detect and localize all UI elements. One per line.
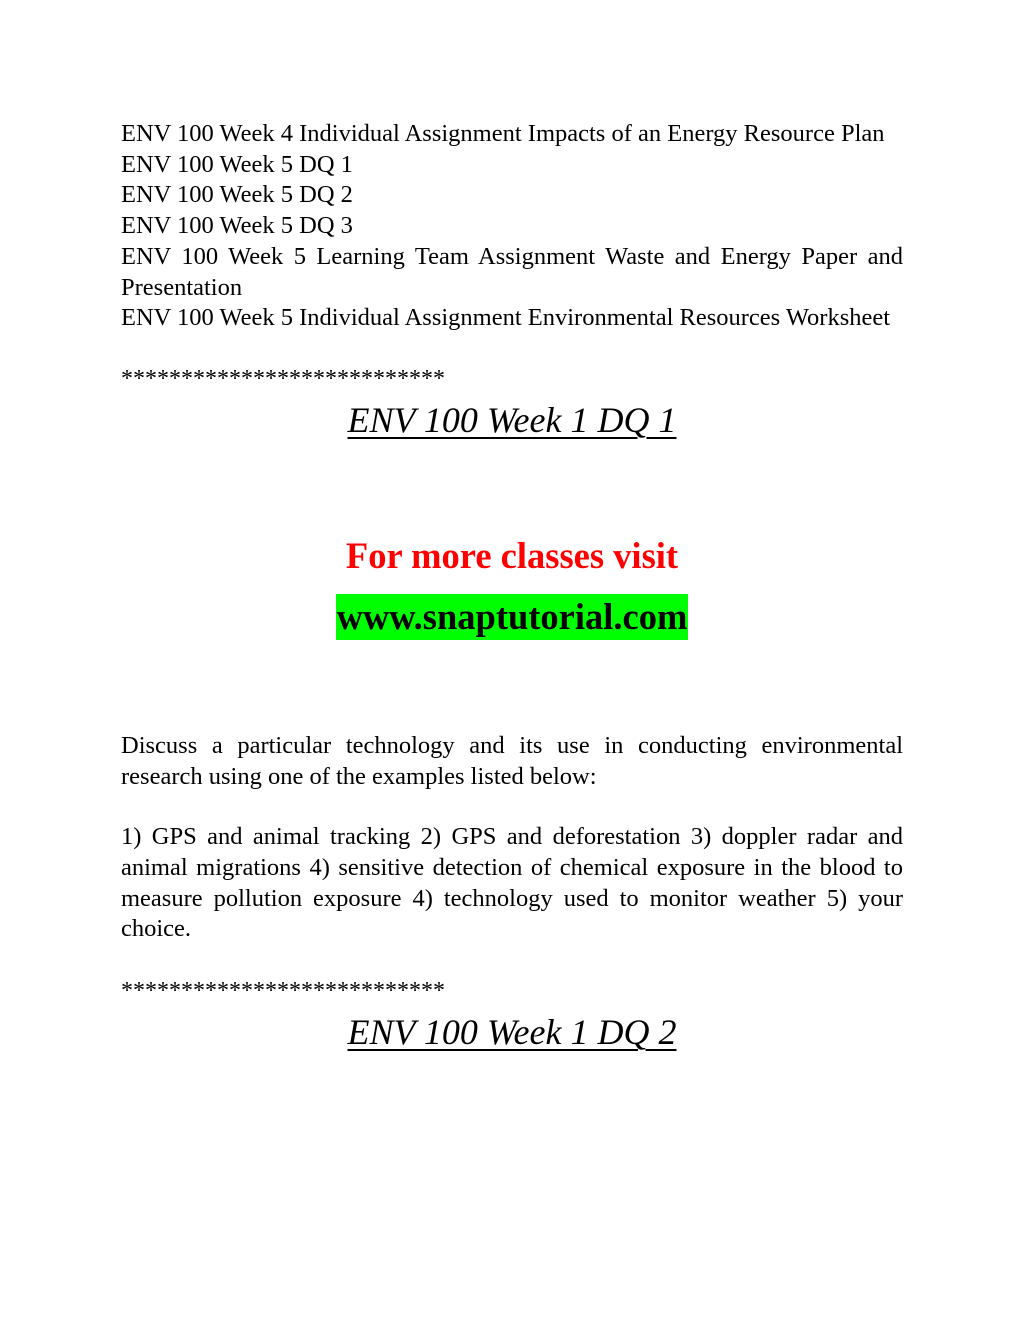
list-item: ENV 100 Week 5 DQ 3 — [121, 212, 353, 240]
examples-paragraph: 1) GPS and animal tracking 2) GPS and deforestation 3) doppler radar and animal migrations 4) sensitive detection of chemical exposure in the blood to measure pollution exposure 4) technology used to monitor weather 5) your choice. — [121, 823, 903, 943]
question-paragraph: Discuss a particular technology and its use in conducting environmental research using one of the examples listed below: — [121, 731, 903, 790]
list-item: ENV 100 Week 5 Individual Assignment Environmental Resources Worksheet — [121, 304, 891, 332]
list-item: ENV 100 Week 5 DQ 1 — [121, 150, 353, 178]
list-item: ENV 100 Week 5 Learning Team Assignment Waste and Energy Paper and Presentation — [121, 242, 903, 301]
list-item: ENV 100 Week 4 Individual Assignment Impacts of an Energy Resource Plan — [121, 120, 885, 147]
separator: *************************** — [121, 978, 445, 1005]
list-item: ENV 100 Week 5 DQ 2 — [121, 181, 353, 209]
section-heading-week1-dq2: ENV 100 Week 1 DQ 2 — [347, 1012, 677, 1053]
section-heading-week1-dq1: ENV 100 Week 1 DQ 1 — [347, 399, 677, 440]
promo-link-wrapper — [121, 594, 903, 640]
document-body — [121, 119, 903, 1054]
promo-text: For more classes visit — [345, 534, 679, 576]
promo-link[interactable]: www.snaptutorial.com — [336, 594, 689, 640]
separator: *************************** — [121, 365, 445, 392]
course-list — [121, 119, 903, 334]
